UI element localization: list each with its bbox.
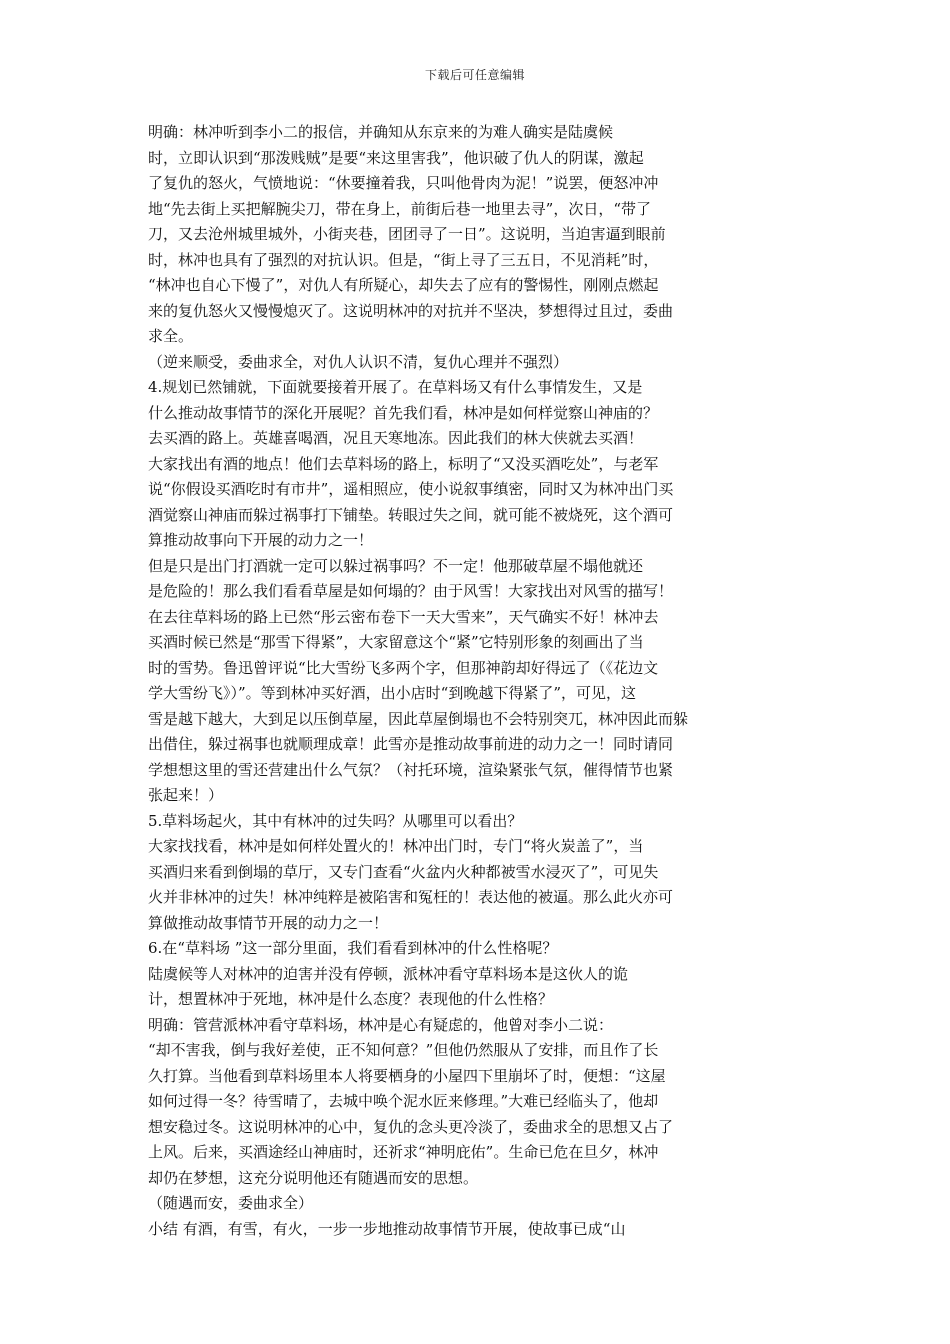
text-line: 火并非林冲的过失！林冲纯粹是被陷害和冤枉的！表达他的被逼。那么此火亦可 <box>148 888 674 906</box>
text-line: “林冲也自心下慢了”，对仇人有所疑心，却失去了应有的警惕性，刚刚点燃起 <box>148 276 659 294</box>
text-line: 时，立即认识到“那泼贱贼”是要“来这里害我”，他识破了仇人的阴谋，激起 <box>148 148 644 167</box>
text-line: 算推动故事向下开展的动力之一！ <box>148 531 374 549</box>
page-header: 下载后可任意编辑 <box>424 68 525 82</box>
text-line: 时，林冲也具有了强烈的对抗认识。但是，“街上寻了三五日，不见消耗”时， <box>148 250 659 269</box>
text-line: 酒觉察山神庙而躲过祸事打下铺垫。转眼过失之间，就可能不被烧死，这个酒可 <box>148 505 674 524</box>
text-line: 明确：林冲听到李小二的报信，并确知从东京来的为难人确实是陆虞候 <box>148 123 614 141</box>
text-line: （随遇而安，委曲求全） <box>148 1194 314 1212</box>
text-line: 明确：管营派林冲看守草料场，林冲是心有疑虑的，他曾对李小二说： <box>148 1015 614 1034</box>
text-line: 说“你假设买酒吃时有市井”，遥相照应，使小说叙事缜密，同时又为林冲出门买 <box>148 480 674 498</box>
text-line: 久打算。当他看到草料场里本人将要栖身的小屋四下里崩坏了时，便想：“这屋 <box>148 1066 666 1085</box>
text-line: 大家找出有酒的地点！他们去草料场的路上，标明了“又没买酒吃处”，与老军 <box>148 454 659 473</box>
text-line: 却仍在梦想，这充分说明他还有随遇而安的思想。 <box>148 1168 479 1187</box>
text-line: 来的复仇怒火又慢慢熄灭了。这说明林冲的对抗并不坚决，梦想得过且过，委曲 <box>148 301 674 320</box>
text-line: 了复仇的怒火，气愤地说：“休要撞着我，只叫他骨肉为泥！”说罢，便怒冲冲 <box>148 174 659 192</box>
text-line: 什么推动故事情节的深化开展呢？首先我们看，林冲是如何样觉察山神庙的？ <box>148 403 659 422</box>
text-line: 陆虞候等人对林冲的迫害并没有停顿，派林冲看守草料场本是这伙人的诡 <box>148 964 629 983</box>
text-line: 出借住，躲过祸事也就顺理成章！此雪亦是推动故事前进的动力之一！同时请同 <box>148 735 674 753</box>
text-line: 算做推动故事情节开展的动力之一！ <box>148 913 389 932</box>
text-line: 刀，又去沧州城里城外，小街夹巷，团团寻了一日”。这说明，当迫害逼到眼前 <box>148 225 666 243</box>
text-line: 张起来！） <box>148 786 224 804</box>
text-line: 地“先去街上买把解腕尖刀，带在身上，前街后巷一地里去寻”，次日，“带了 <box>148 199 652 218</box>
text-line: 雪是越下越大，大到足以压倒草屋，因此草屋倒塌也不会特别突兀，林冲因此而躲 <box>148 709 689 728</box>
text-line: 5.草料场起火，其中有林冲的过失吗？从哪里可以看出？ <box>148 811 523 830</box>
text-line: 去买酒的路上。英雄喜喝酒，况且天寒地冻。因此我们的林大侠就去买酒！ <box>148 429 644 447</box>
text-line: 6.在“草料场 ”这一部分里面，我们看看到林冲的什么性格呢？ <box>148 939 558 957</box>
text-line: 学大雪纷飞》）”。等到林冲买好酒，出小店时“到晚越下得紧了”，可见，这 <box>148 684 637 702</box>
text-line: 如何过得一冬？待雪晴了，去城中唤个泥水匠来修理。”大难已经临头了，他却 <box>148 1092 659 1110</box>
text-line: 在去往草料场的路上已然“彤云密布卷下一天大雪来”，天气确实不好！林冲去 <box>148 607 659 626</box>
text-line: （逆来顺受，委曲求全，对仇人认识不清，复仇心理并不强烈） <box>148 352 569 371</box>
text-line: 学想想这里的雪还营建出什么气氛？（衬托环境，渲染紧张气氛，催得情节也紧 <box>148 760 674 779</box>
text-line: 时的雪势。鲁迅曾评说“比大雪纷飞多两个字，但那神韵却好得远了（《花边文 <box>148 658 659 677</box>
text-line: 是危险的！那么我们看看草屋是如何塌的？由于风雪！大家找出对风雪的描写！ <box>148 582 674 600</box>
text-line: 4.规划已然铺就，下面就要接着开展了。在草料场又有什么事情发生，又是 <box>148 378 643 396</box>
text-line: 买酒归来看到倒塌的草厅，又专门查看“火盆内火种都被雪水浸灭了”，可见失 <box>148 862 659 881</box>
text-line: 小结 有酒，有雪，有火，一步一步地推动故事情节开展，使故事已成“山 <box>148 1219 626 1238</box>
text-line: 求全。 <box>148 327 194 345</box>
text-line: 大家找找看，林冲是如何样处置火的！林冲出门时，专门“将火炭盖了”，当 <box>148 837 644 855</box>
document-body <box>148 120 788 1242</box>
text-line: 计，想置林冲于死地，林冲是什么态度？表现他的什么性格？ <box>148 990 554 1008</box>
text-line: 买酒时候已然是“那雪下得紧”，大家留意这个“紧”它特别形象的刻画出了当 <box>148 633 644 651</box>
text-line: 但是只是出门打酒就一定可以躲过祸事吗？不一定！他那破草屋不塌他就还 <box>148 556 644 575</box>
text-line: 想安稳过冬。这说明林冲的心中，复仇的念头更冷淡了，委曲求全的思想又占了 <box>148 1117 674 1136</box>
text-line: “却不害我，倒与我好差使，正不知何意？”但他仍然服从了安排，而且作了长 <box>148 1041 659 1059</box>
text-line: 上风。后来，买酒途经山神庙时，还祈求“神明庇佑”。生命已危在旦夕，林冲 <box>148 1143 659 1161</box>
